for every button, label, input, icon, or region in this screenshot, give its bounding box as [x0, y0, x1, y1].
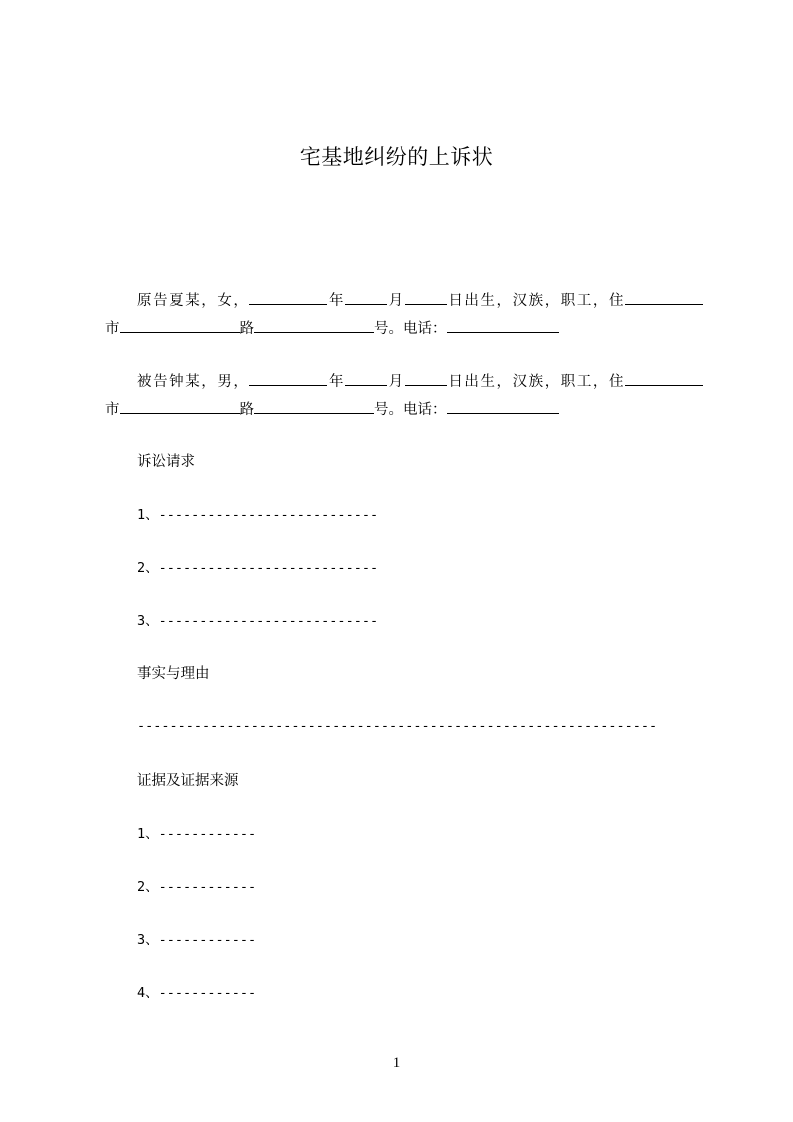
blank-field: [249, 290, 327, 305]
blank-field: [405, 290, 447, 305]
month-label: 月: [387, 293, 405, 309]
city-label: 市: [105, 402, 120, 418]
blank-field: [120, 318, 240, 333]
year-label: 年: [327, 293, 346, 309]
defendant-line-1: [137, 371, 703, 392]
blank-field: [345, 371, 387, 386]
road-label: 路: [239, 321, 254, 337]
evidence-heading: 证据及证据来源: [137, 773, 239, 789]
claim-item-1: 1、---------------------------: [137, 507, 379, 523]
number-phone-label: 号。电话：: [374, 402, 447, 418]
blank-field: [345, 290, 387, 305]
blank-field: [405, 371, 447, 386]
defendant-intro: 被告钟某，男，: [137, 374, 250, 390]
evidence-item-2: 2、------------: [137, 879, 257, 895]
claim-item-2: 2、---------------------------: [137, 560, 379, 576]
defendant-line-2: [105, 399, 703, 420]
blank-field: [249, 371, 327, 386]
year-label: 年: [327, 374, 346, 390]
blank-field: [254, 318, 374, 333]
city-label: 市: [105, 321, 120, 337]
evidence-item-1: 1、------------: [137, 826, 257, 842]
blank-field: [447, 399, 559, 414]
page-number: 1: [392, 1055, 401, 1071]
blank-field: [625, 371, 703, 386]
blank-field: [625, 290, 703, 305]
blank-field: [120, 399, 240, 414]
blank-field: [447, 318, 559, 333]
birth-info: 日出生，汉族，职工，住: [446, 293, 626, 309]
month-label: 月: [387, 374, 405, 390]
claims-heading: 诉讼请求: [137, 454, 195, 470]
document-title: 宅基地纠纷的上诉状: [299, 145, 494, 169]
evidence-item-4: 4、------------: [137, 985, 257, 1001]
facts-heading: 事实与理由: [137, 666, 210, 682]
plaintiff-intro: 原告夏某，女，: [137, 293, 250, 309]
plaintiff-line-1: [137, 290, 703, 311]
evidence-item-3: 3、------------: [137, 932, 257, 948]
claim-item-3: 3、---------------------------: [137, 613, 379, 629]
plaintiff-line-2: [105, 318, 703, 339]
birth-info: 日出生，汉族，职工，住: [446, 374, 626, 390]
number-phone-label: 号。电话：: [374, 321, 447, 337]
road-label: 路: [239, 402, 254, 418]
facts-line: ----------------------------------------------------------------: [137, 718, 658, 734]
blank-field: [254, 399, 374, 414]
